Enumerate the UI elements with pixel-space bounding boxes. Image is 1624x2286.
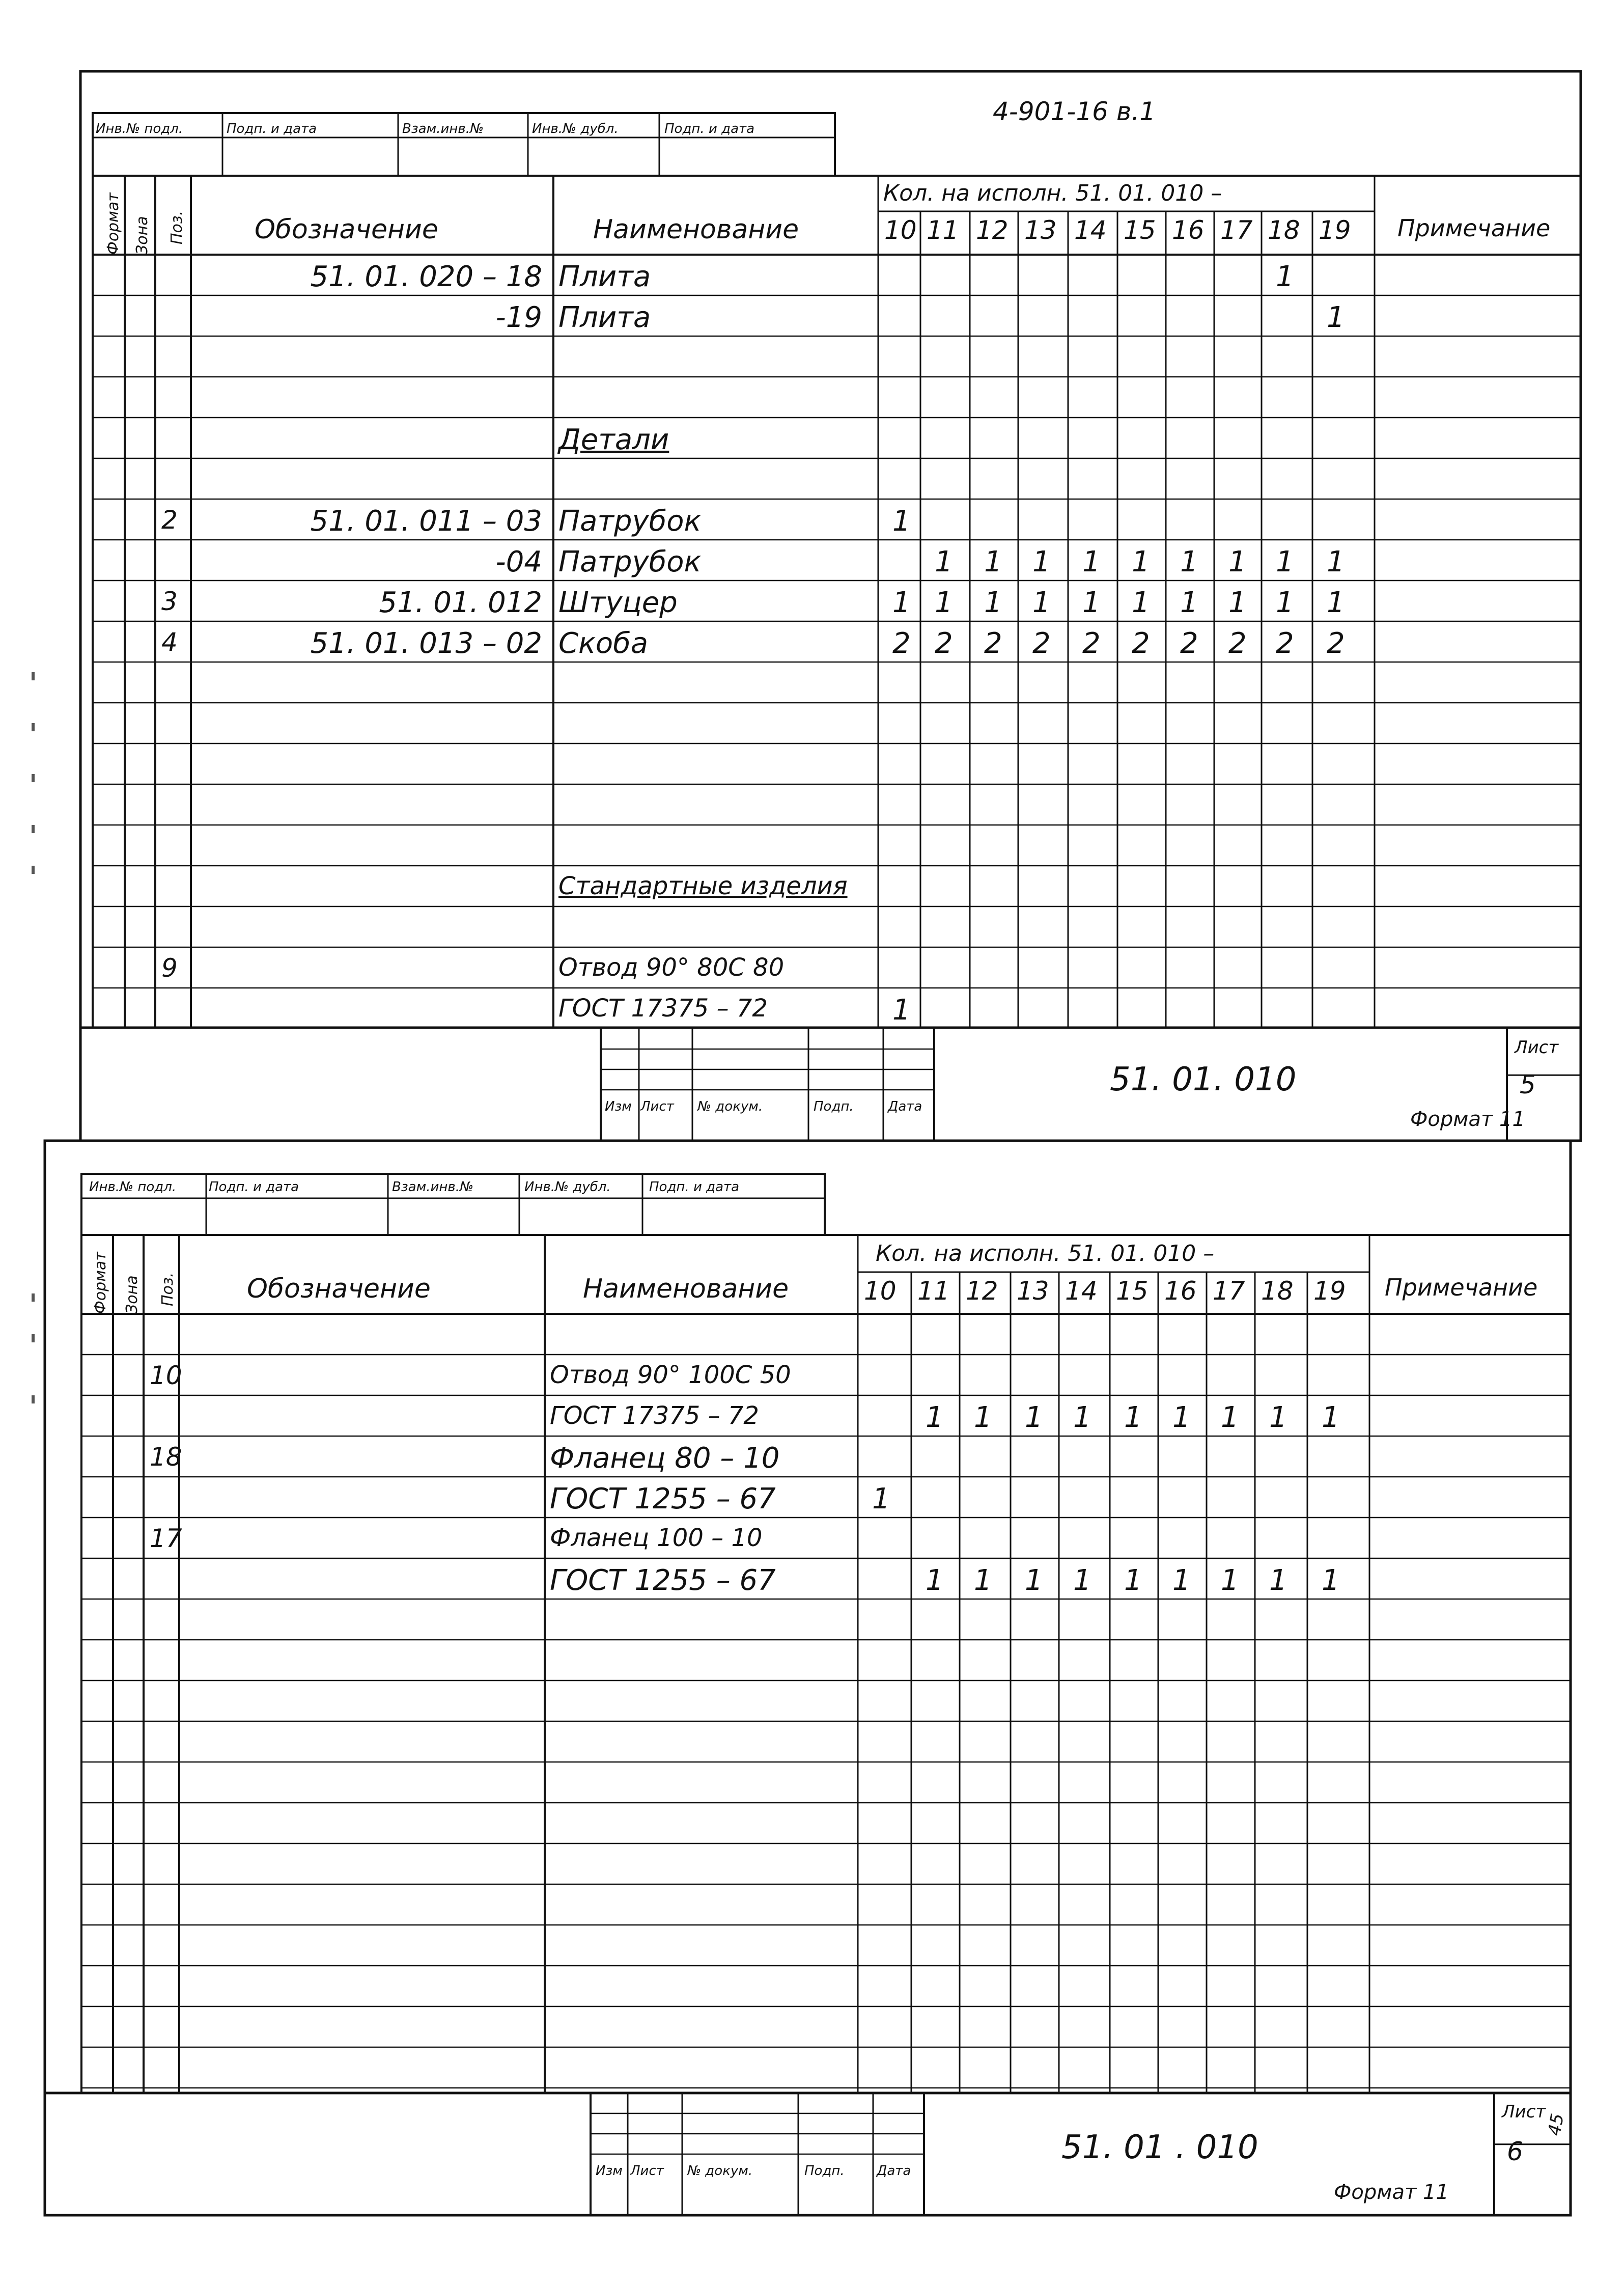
row-poz: 4: [161, 627, 178, 657]
row-qty-19: 1: [1327, 586, 1345, 619]
row-naimenovanie: Патрубок: [558, 545, 702, 579]
stamp-inv-dubl: Инв.№ дубл.: [532, 121, 619, 136]
sheet1-format: Формат 11: [1410, 1108, 1525, 1131]
row-qty-14: 1: [1082, 545, 1101, 579]
row-qty-11: 1: [935, 586, 953, 619]
row-qty-16: 1: [1172, 1401, 1191, 1434]
row-naimenovanie: Скоба: [558, 627, 649, 660]
column-number-16: 16: [1164, 1276, 1197, 1306]
row-oboznachenie: 51. 01. 013 – 02: [310, 627, 542, 660]
header2-kol-title: Кол. на исполн. 51. 01. 010 –: [876, 1241, 1215, 1266]
column-number-13: 13: [1024, 215, 1057, 245]
header2-oboznachenie: Обозначение: [247, 1274, 431, 1304]
column-number-10: 10: [884, 215, 917, 245]
row-oboznachenie: 51. 01. 020 – 18: [310, 260, 542, 293]
row-qty-11: 1: [926, 1564, 944, 1597]
row-poz: 18: [150, 1442, 182, 1472]
sheet2-format: Формат 11: [1334, 2181, 1449, 2204]
tb2-data: Дата: [877, 2163, 911, 2179]
row-qty-17: 1: [1228, 586, 1247, 619]
row-qty-18: 1: [1276, 586, 1294, 619]
row-qty-19: 2: [1327, 627, 1345, 660]
header-naimenovanie: Наименование: [593, 214, 799, 245]
row-oboznachenie: 51. 01. 011 – 03: [310, 505, 542, 538]
row-qty-17: 2: [1228, 627, 1247, 660]
column-number-15: 15: [1124, 215, 1156, 245]
column-number-15: 15: [1116, 1276, 1149, 1306]
row-qty-14: 2: [1082, 627, 1101, 660]
section-heading: Детали: [558, 423, 669, 456]
row-qty-19: 1: [1322, 1401, 1340, 1434]
row-qty-10: 1: [892, 505, 911, 538]
stamp-inv-podl: Инв.№ подл.: [96, 121, 183, 136]
row-naimenovanie: Штуцер: [558, 586, 678, 619]
row-naimenovanie: ГОСТ 1255 – 67: [550, 1564, 776, 1597]
stamp2-inv-dubl: Инв.№ дубл.: [524, 1179, 611, 1195]
tb1-list-label: Лист: [1515, 1037, 1559, 1058]
column-number-18: 18: [1261, 1276, 1294, 1306]
row-naimenovanie: ГОСТ 1255 – 67: [550, 1482, 776, 1516]
stamp2-inv-podl: Инв.№ подл.: [89, 1179, 177, 1195]
row-qty-16: 2: [1180, 627, 1198, 660]
row-qty-14: 1: [1082, 586, 1101, 619]
stamp-podp-data-2: Подп. и дата: [664, 121, 755, 136]
row-qty-17: 1: [1221, 1564, 1239, 1597]
row-qty-13: 1: [1025, 1564, 1043, 1597]
row-naimenovanie: Плита: [558, 260, 651, 293]
column-number-12: 12: [966, 1276, 998, 1306]
tb2-ndoc: № докум.: [687, 2163, 753, 2179]
row-qty-15: 1: [1132, 545, 1150, 579]
column-number-12: 12: [976, 215, 1009, 245]
row-qty-14: 1: [1073, 1564, 1091, 1597]
row-qty-10: 1: [892, 586, 911, 619]
header-oboznachenie: Обозначение: [255, 214, 438, 245]
tb1-code: 51. 01. 010: [1110, 1061, 1297, 1098]
column-number-19: 19: [1319, 215, 1351, 245]
row-qty-19: 1: [1327, 545, 1345, 579]
row-poz: 3: [161, 587, 178, 616]
row-qty-18: 1: [1276, 260, 1294, 293]
column-number-14: 14: [1065, 1276, 1098, 1306]
row-qty-18: 2: [1276, 627, 1294, 660]
row-qty-13: 1: [1025, 1401, 1043, 1434]
header-poz: Поз.: [168, 210, 186, 244]
row-poz: 9: [161, 953, 178, 983]
row-qty-13: 1: [1032, 586, 1051, 619]
row-qty-16: 1: [1180, 545, 1198, 579]
row-qty-15: 1: [1132, 586, 1150, 619]
column-number-18: 18: [1268, 215, 1300, 245]
header2-format: Формат: [92, 1252, 109, 1314]
column-number-17: 17: [1220, 215, 1253, 245]
row-qty-15: 1: [1124, 1401, 1142, 1434]
margin-note: 45: [1544, 2112, 1569, 2137]
row-qty-19: 1: [1327, 301, 1345, 334]
row-naimenovanie: Патрубок: [558, 505, 702, 538]
row-qty-12: 2: [984, 627, 1002, 660]
frame-rect: [601, 1028, 934, 1141]
header-format: Формат: [104, 192, 122, 255]
row-qty-15: 2: [1132, 627, 1150, 660]
tb1-ndoc: № докум.: [697, 1099, 763, 1114]
row-qty-17: 1: [1228, 545, 1247, 579]
column-number-17: 17: [1213, 1276, 1245, 1306]
row-qty-13: 2: [1032, 627, 1051, 660]
column-number-19: 19: [1313, 1276, 1346, 1306]
column-number-10: 10: [864, 1276, 897, 1306]
row-poz: 17: [150, 1524, 182, 1553]
row-qty-11: 1: [926, 1401, 944, 1434]
row-naimenovanie: Фланец 100 – 10: [550, 1524, 763, 1552]
row-qty-13: 1: [1032, 545, 1051, 579]
header2-poz: Поз.: [159, 1272, 177, 1306]
column-number-13: 13: [1017, 1276, 1049, 1306]
tb2-list-label: Лист: [1502, 2102, 1546, 2122]
row-naimenovanie: Фланец 80 – 10: [550, 1442, 780, 1475]
row-qty-12: 1: [984, 586, 1002, 619]
row-qty-12: 1: [974, 1401, 992, 1434]
tb2-izm: Изм: [596, 2163, 623, 2179]
header-primechanie: Примечание: [1397, 214, 1551, 242]
row-naimenovanie: Плита: [558, 301, 651, 334]
row-naimenovanie: Отвод 90° 100С 50: [550, 1361, 791, 1389]
row-naimenovanie: Отвод 90° 80С 80: [558, 953, 785, 982]
column-number-14: 14: [1074, 215, 1107, 245]
tb2-code: 51. 01 . 010: [1061, 2129, 1258, 2166]
row-oboznachenie: -04: [495, 545, 542, 579]
row-oboznachenie: -19: [495, 301, 542, 334]
tb2-podp: Подп.: [804, 2163, 845, 2179]
header-kol-title: Кол. на исполн. 51. 01. 010 –: [883, 180, 1222, 206]
row-qty-12: 1: [984, 545, 1002, 579]
tb1-izm: Изм: [605, 1099, 632, 1114]
column-number-16: 16: [1172, 215, 1205, 245]
header2-naimenovanie: Наименование: [583, 1274, 789, 1304]
row-qty-18: 1: [1269, 1401, 1287, 1434]
row-qty-16: 1: [1180, 586, 1198, 619]
row-qty-12: 1: [974, 1564, 992, 1597]
row-qty-18: 1: [1269, 1564, 1287, 1597]
tb1-list-no: 5: [1520, 1070, 1536, 1099]
row-qty-16: 1: [1172, 1564, 1191, 1597]
header-zona: Зона: [133, 216, 151, 255]
row-qty-14: 1: [1073, 1401, 1091, 1434]
tb2-list: Лист: [630, 2163, 664, 2179]
section-heading: Стандартные изделия: [558, 872, 848, 900]
column-number-11: 11: [917, 1276, 950, 1306]
header2-zona: Зона: [123, 1275, 141, 1314]
stamp-vzam-inv: Взам.инв.№: [402, 121, 484, 136]
row-oboznachenie: 51. 01. 012: [379, 586, 542, 619]
row-qty-15: 1: [1124, 1564, 1142, 1597]
stamp-podp-data-1: Подп. и дата: [227, 121, 317, 136]
column-number-11: 11: [927, 215, 959, 245]
document-code: 4-901-16 в.1: [993, 97, 1156, 126]
row-qty-17: 1: [1221, 1401, 1239, 1434]
row-naimenovanie: ГОСТ 17375 – 72: [550, 1401, 759, 1430]
tb1-data: Дата: [888, 1099, 922, 1114]
row-poz: 2: [161, 505, 178, 535]
row-qty-11: 1: [935, 545, 953, 579]
row-naimenovanie: ГОСТ 17375 – 72: [558, 994, 768, 1023]
row-qty-19: 1: [1322, 1564, 1340, 1597]
stamp2-podp-data-2: Подп. и дата: [649, 1179, 740, 1195]
row-qty-10: 1: [892, 994, 911, 1027]
row-qty-10: 1: [872, 1482, 890, 1516]
tb2-list-no: 6: [1507, 2137, 1523, 2166]
header2-primechanie: Примечание: [1385, 1274, 1538, 1301]
tb1-list: Лист: [640, 1099, 674, 1114]
row-qty-18: 1: [1276, 545, 1294, 579]
tb1-podp: Подп.: [814, 1099, 854, 1114]
stamp2-vzam-inv: Взам.инв.№: [392, 1179, 473, 1195]
row-qty-10: 2: [892, 627, 911, 660]
stamp2-podp-data-1: Подп. и дата: [209, 1179, 299, 1195]
row-qty-11: 2: [935, 627, 953, 660]
row-poz: 10: [150, 1361, 182, 1390]
